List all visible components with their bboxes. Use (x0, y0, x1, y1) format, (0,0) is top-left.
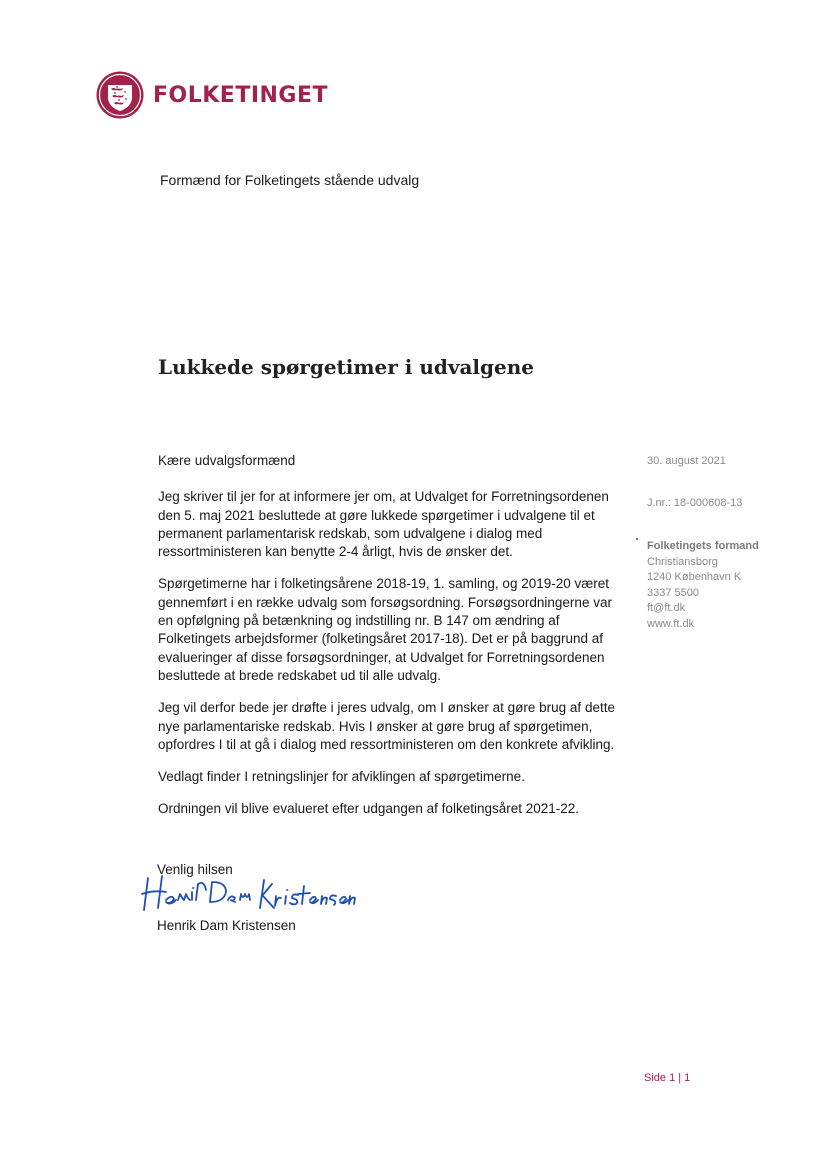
letter-body (158, 452, 624, 833)
sender-sidebar (647, 454, 759, 632)
recipient-line: Formænd for Folketingets stående udvalg (160, 172, 420, 188)
address-line: Christiansborg (647, 555, 718, 568)
website: www.ft.dk (647, 617, 695, 630)
body-paragraph: Vedlagt finder I retningslinjer for afviklingen af spørgetimerne. (158, 769, 525, 785)
salutation: Kære udvalgsformænd (158, 453, 296, 468)
body-paragraph: Jeg vil derfor bede jer drøfte i jeres udvalg, om I ønsker at gøre brug af dette nye parlamentariske redskab. Hvis I ønsker at gøre brug af spørgetimen, opfordres I til at gå i dialog med ressortministeren om den konkrete afvikling. (158, 700, 615, 752)
address-line: 1240 København K (647, 571, 742, 583)
body-paragraph: Ordningen vil blive evalueret efter udgangen af folketingsåret 2021-22. (158, 801, 580, 817)
journal-number: J.nr.: 18-000608-13 (647, 496, 743, 509)
sender-title: Folketingets formand (647, 540, 759, 552)
body-paragraph: Jeg skriver til jer for at informere jer om, at Udvalget for Forretningsordenen den 5. maj 2021 besluttede at gøre lukkede spørgetimer i udvalgene til et permanent parlamentarisk redskab, som udvalgene i dialog med ressortministeren kan benytte 2-4 årligt, hvis de ønsker det. (158, 489, 609, 560)
letter-date: 30. august 2021 (647, 455, 726, 467)
stray-mark (636, 538, 638, 540)
three-lions-crest-icon (95, 70, 145, 120)
body-paragraph: Spørgetimerne har i folketingsårene 2018-19, 1. samling, og 2019-20 været gennemført i en række udvalg som forsøgsordning. Forsøgsordningerne var en opfølgning på betænkning og indstilling nr. B 147 om ændring af Folketingets arbejdsformer (folketingsåret 2017-18). Det er på baggrund af evalueringer af disse forsøgsordninger, at Udvalget for Forretningsordenen besluttede at brede redskabet ud til alle udvalg. (158, 576, 612, 683)
email-address: ft@ft.dk (647, 602, 686, 614)
phone-number: 3337 5500 (647, 586, 699, 599)
closing-phrase: Venlig hilsen (157, 862, 233, 877)
handwritten-signature (140, 868, 360, 918)
folketinget-logo (95, 70, 328, 120)
signer-name: Henrik Dam Kristensen (157, 918, 296, 933)
logo-wordmark: FOLKETINGET (153, 82, 329, 108)
page-number: Side 1 | 1 (644, 1072, 691, 1084)
letter-title: Lukkede spørgetimer i udvalgene (158, 355, 535, 379)
